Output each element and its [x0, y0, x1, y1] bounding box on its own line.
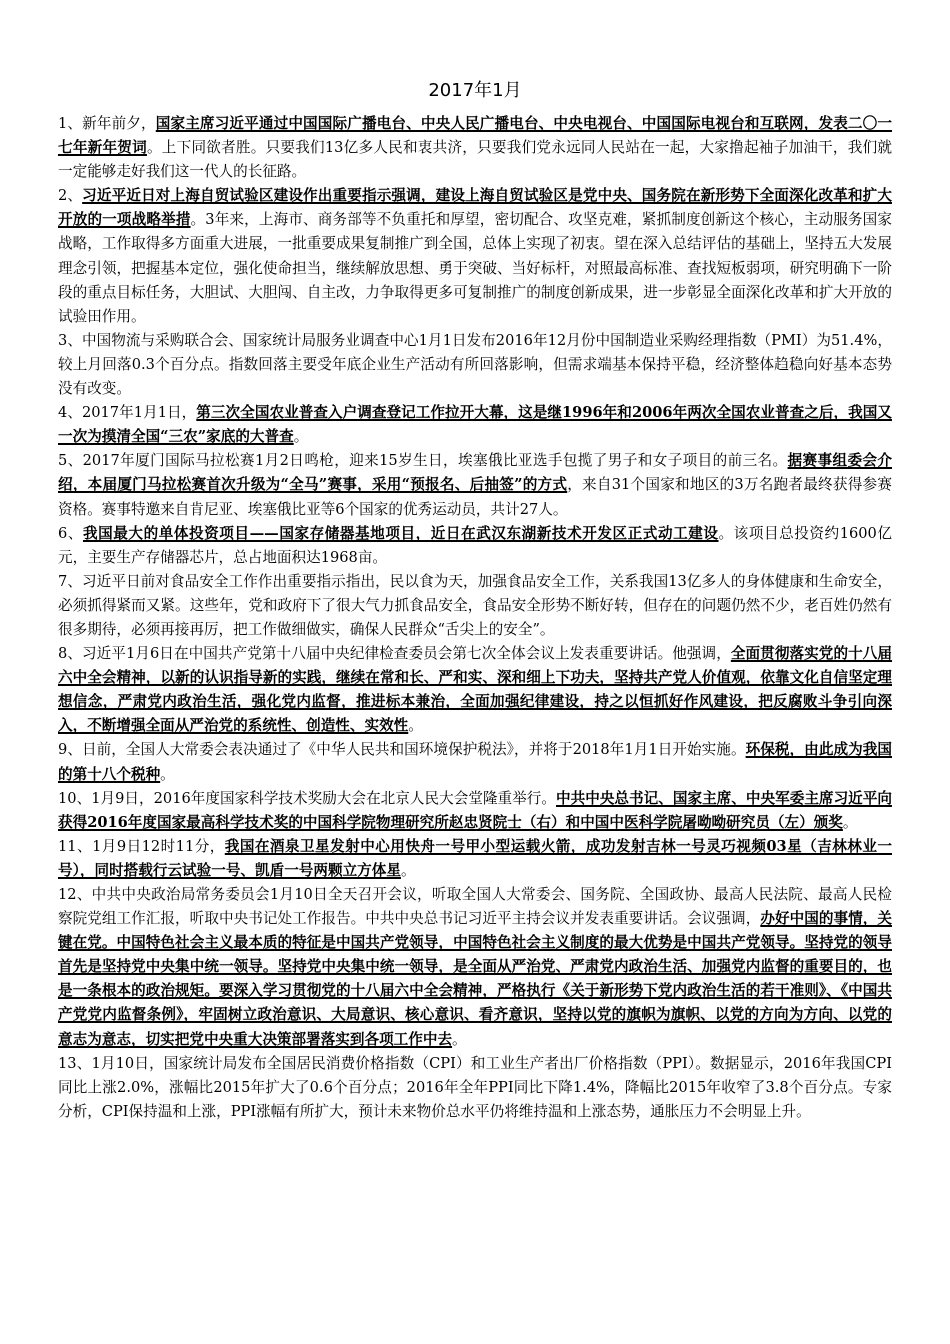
body-text: 6、 — [58, 524, 83, 542]
emphasized-text: 办好中国的事情，关键在党。中国特色社会主义最本质的特征是中国共产党领导，中国特色社会主义制度的最大优势是中国共产党领导。坚持党的领导首先是坚持党中央集中统一领导。坚持党中央集中统一领导，是全面从严治党、严肃党内政治生活、加强党内监督的重要目的，也是一条根本的政治规矩。要深入学习贯彻党的十八届六中全会精神，严格执行《关于新形势下党内政治生活的若干准则》、《中国共产党党内监督条例》，牢固树立政治意识、大局意识、核心意识、看齐意识，坚持以党的旗帜为旗帜、以党的方向为方向、以党的意志为意志，切实把党中央重大决策部署落实到各项工作中去 — [58, 910, 892, 1048]
emphasized-text: 我国最大的单体投资项目——国家存储器基地项目，近日在武汉东湖新技术开发区正式动工建设 — [82, 524, 719, 542]
body-text: 。 — [408, 717, 423, 735]
emphasized-text: 全面贯彻落实党的十八届六中全会精神，以新的认识指导新的实践，继续在常和长、严和实、深和细上下功夫，坚持共产党人价值观，依靠文化自信坚定理想信念，严肃党内政治生活，强化党内监督，推进标本兼治，全面加强纪律建设，持之以恒抓好作风建设，把反腐败斗争引向深入，不断增强全面从严治党的系统性、创造性、实效性 — [58, 645, 893, 735]
body-text: 。 — [452, 1030, 467, 1048]
news-item — [58, 883, 892, 1052]
news-item — [58, 329, 892, 401]
body-text: 。 — [842, 813, 858, 831]
emphasized-text: 据赛事组委会介绍，本届厦门马拉松赛首次升级为“全马”赛事，采用“预报名、后抽签”的方式 — [58, 452, 892, 494]
body-text: 13、1月10日，国家统计局发布全国居民消费价格指数（CPI）和工业生产者出厂价格指数（PPI）。数据显示，2016年我国CPI同比上涨2.0%，涨幅比2015年扩大了0.6个百分点；2016年全年PPI同比下降1.4%，降幅比2015年收窄了3.8个百分点。专家分析，CPI保持温和上涨，PPI涨幅有所扩大，预计未来物价总水平仍将维持温和上涨态势，通胀压力不会明显上升。 — [58, 1054, 892, 1120]
body-text: 12、中共中央政治局常务委员会1月10日全天召开会议，听取全国人大常委会、国务院、全国政协、最高人民法院、最高人民检察院党组工作汇报，听取中央书记处工作报告。中共中央总书记习近平主持会议并发表重要讲话。会议强调， — [58, 886, 892, 928]
body-text: 7、习近平日前对食品安全工作作出重要指示指出，民以食为天，加强食品安全工作，关系我国13亿多人的身体健康和生命安全，必须抓得紧而又紧。这些年，党和政府下了很大气力抓食品安全，食品安全形势不断好转，但存在的问题仍然不少，老百姓仍然有很多期待，必须再接再厉，把工作做细做实，确保人民群众“舌尖上的安全”。 — [58, 572, 892, 638]
emphasized-text: 环保税，由此成为我国的第十八个税种 — [58, 741, 892, 783]
body-text: 。 — [160, 765, 175, 783]
body-text: 。 — [400, 861, 416, 879]
emphasized-text: 中共中央总书记、国家主席、中央军委主席习近平向获得2016年度国家最高科学技术奖的中国科学院物理研究所赵忠贤院士（右）和中国中医科学院屠呦呦研究员（左）颁奖 — [58, 789, 892, 831]
news-item — [58, 522, 892, 570]
body-text: 9、日前，全国人大常委会表决通过了《中华人民共和国环境保护税法》，并将于2018年1月1日开始实施。 — [58, 741, 746, 759]
body-text: 。3年来，上海市、商务部等不负重托和厚望，密切配合、攻坚克难，紧抓制度创新这个核心，主动服务国家战略，工作取得多方面重大进展，一批重要成果复制推广到全国，总体上实现了初衷。望在深入总结评估的基础上，坚持五大发展理念引领，把握基本定位，强化使命担当，继续解放思想、勇于突破、当好标杆，对照最高标准、查找短板弱项，研究明确下一阶段的重点目标任务，大胆试、大胆闯、自主改，力争取得更多可复制推广的制度创新成果，进一步彰显全面深化改革和扩大开放的试验田作用。 — [58, 211, 892, 325]
body-text: 。 — [293, 428, 309, 446]
news-item — [58, 738, 892, 786]
news-item — [58, 570, 892, 642]
news-item — [58, 401, 892, 449]
news-item — [58, 835, 892, 883]
emphasized-text: 我国在酒泉卫星发射中心用快舟一号甲小型运载火箭，成功发射吉林一号灵巧视频03星（吉林林业一号），同时搭载行云试验一号、凯盾一号两颗立方体星 — [58, 837, 892, 879]
body-text: 5、2017年厦门国际马拉松赛1月2日鸣枪，迎来15岁生日，埃塞俄比亚选手包揽了男子和女子项目的前三名。 — [58, 452, 788, 470]
news-item — [58, 1052, 892, 1124]
body-text: 4、2017年1月1日， — [58, 404, 197, 422]
body-text: 1、新年前夕， — [58, 115, 156, 132]
emphasized-text: 第三次全国农业普查入户调查登记工作拉开大幕，这是继1996年和2006年两次全国农业普查之后，我国又一次为摸清全国“三农”家底的大普查 — [58, 404, 892, 446]
news-item — [58, 184, 892, 329]
page-title: 2017年1月 — [428, 80, 522, 101]
emphasized-text: 国家主席习近平通过中国国际广播电台、中央人民广播电台、中央电视台、中国国际电视台和互联网，发表二〇一七年新年贺词 — [58, 115, 892, 157]
body-text: ，来自31个国家和地区的3万名跑者最终获得参赛资格。赛事特邀来自肯尼亚、埃塞俄比亚等6个国家的优秀运动员，共计27人。 — [58, 476, 892, 518]
body-text: 8、习近平1月6日在中国共产党第十八届中央纪律检查委员会第七次全体会议上发表重要讲话。他强调， — [58, 645, 731, 663]
news-item — [58, 449, 892, 521]
news-item-list — [58, 112, 892, 1124]
body-text: 3、中国物流与采购联合会、国家统计局服务业调查中心1月1日发布2016年12月份中国制造业采购经理指数（PMI）为51.4%，较上月回落0.3个百分点。指数回落主要受年底企业生产活动有所回落影响，但需求端基本保持平稳，经济整体趋稳向好基本态势没有改变。 — [58, 331, 892, 398]
news-item — [58, 642, 892, 738]
news-item — [58, 787, 892, 835]
body-text: 。该项目总投资约1600亿元，主要生产存储器芯片，总占地面积达1968亩。 — [58, 524, 892, 566]
body-text: 。上下同欲者胜。只要我们13亿多人民和衷共济，只要我们党永远同人民站在一起，大家撸起袖子加油干，我们就一定能够走好我们这一代人的长征路。 — [58, 139, 892, 181]
news-item — [58, 112, 892, 184]
emphasized-text: 习近平近日对上海自贸试验区建设作出重要指示强调，建设上海自贸试验区是党中央、国务院在新形势下全面深化改革和扩大开放的一项战略举措 — [58, 187, 892, 229]
body-text: 2、 — [58, 187, 83, 205]
body-text: 11、1月9日12时11分， — [58, 837, 225, 855]
document-page — [58, 0, 892, 1124]
body-text: 10、1月9日，2016年度国家科学技术奖励大会在北京人民大会堂隆重举行。 — [58, 789, 556, 807]
